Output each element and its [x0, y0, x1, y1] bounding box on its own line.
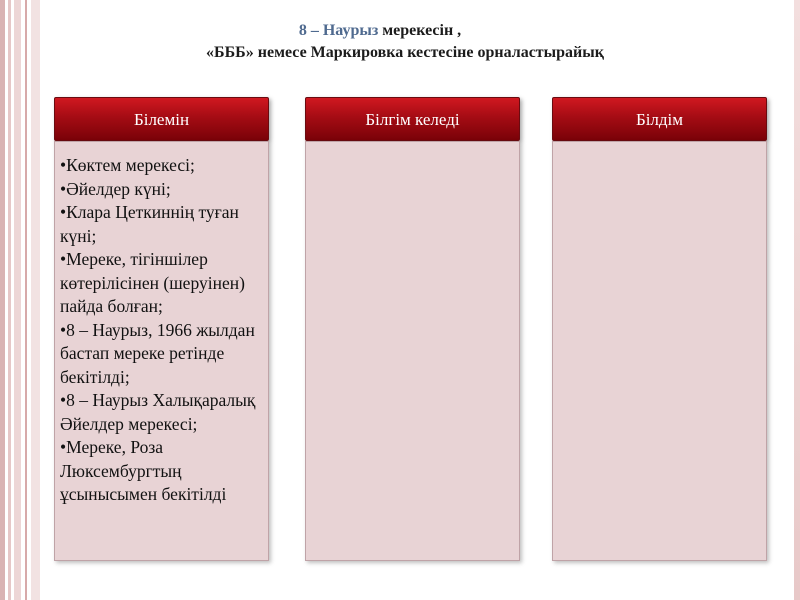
list-item: •Клара Цеткиннің туған күні;	[60, 202, 239, 246]
know-list	[55, 142, 268, 507]
slide-title-line2: «БББ» немесе Маркировка кестесіне орналастырайық	[206, 44, 604, 61]
list-item: •Әйелдер күні;	[60, 178, 171, 199]
list-item: •Көктем мерекесі;	[60, 155, 195, 175]
list-item: •8 – Наурыз, 1966 жылдан бастап мереке ретінде бекітілді;	[60, 319, 255, 387]
column-body-know	[54, 141, 269, 561]
column-header-learned: Білдім	[552, 97, 767, 141]
column-body-learned[interactable]	[552, 141, 767, 561]
column-header-want-to-know: Білгім келеді	[305, 97, 520, 141]
decorative-edge	[794, 0, 800, 600]
title-rest: мерекесін ,	[378, 22, 462, 39]
slide-title-line1	[0, 22, 780, 40]
list-item: •8 – Наурыз Халықаралық Әйелдер мерекесі;	[60, 390, 256, 434]
column-header-know: Білемін	[54, 97, 269, 141]
column-body-want-to-know[interactable]	[305, 141, 520, 561]
list-item: •Мереке, тігіншілер көтерілісінен (шеруінен) пайда болған;	[60, 249, 245, 316]
title-highlight: 8 – Наурыз	[298, 22, 379, 39]
list-item: •Мереке, Роза Люксембургтың ұсынысымен бекітілді	[60, 437, 227, 504]
decorative-stripes	[0, 0, 44, 600]
